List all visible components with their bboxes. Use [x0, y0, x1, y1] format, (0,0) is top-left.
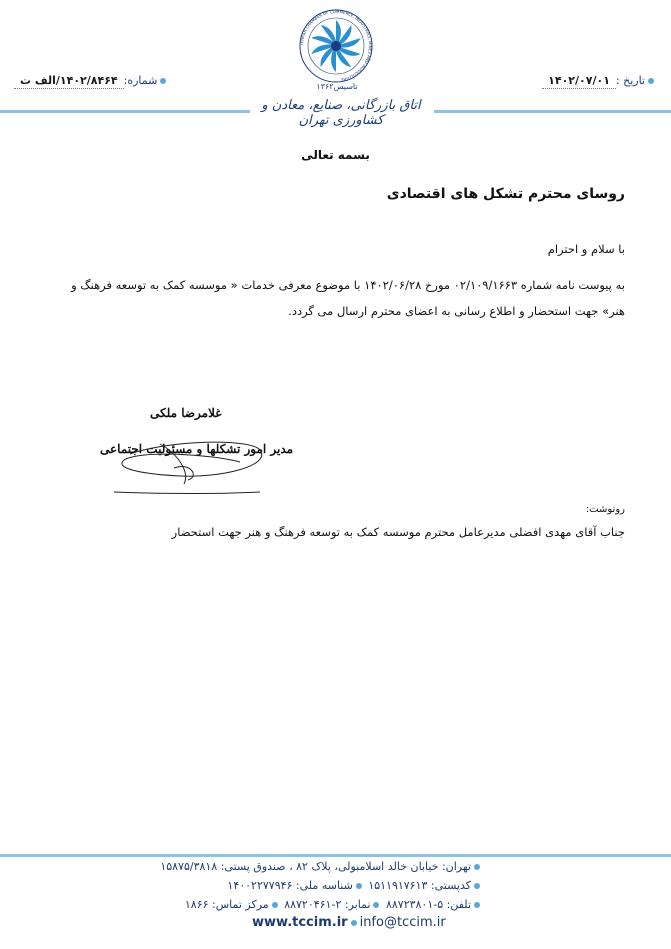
bullet-icon	[474, 883, 480, 889]
invocation: بسمه تعالی	[301, 148, 370, 162]
footer-divider	[0, 854, 671, 857]
copies-label: رونوشت:	[585, 504, 625, 515]
number-field	[14, 74, 169, 89]
header-divider-right	[434, 110, 671, 113]
body-line-2: هنر» جهت استحضار و اطلاع رسانی به اعضای محترم ارسال می گردد.	[288, 304, 625, 318]
bullet-icon	[351, 920, 357, 926]
established-year: تاسیس۱۳۶۲	[316, 82, 358, 91]
logo-ring-text: TEHRAN CHAMBER OF COMMERCE, INDUSTRIES, MINES AND AGRICULTURE	[298, 8, 374, 83]
footer-contact-line	[185, 898, 483, 911]
bullet-icon	[474, 864, 480, 870]
footer-phone: تلفن: ۵-۸۸۷۲۳۸۰۱	[385, 898, 471, 911]
bullet-icon	[474, 902, 480, 908]
recipient: روسای محترم تشکل های اقتصادی	[386, 186, 625, 202]
bullet-icon	[373, 902, 379, 908]
body-line-1: به پیوست نامه شماره ۰۲/۱۰۹/۱۶۶۳ مورخ ۱۴۰۲/۰۶/۲۸ با موضوع معرفی خدمات « موسسه کمک به توسعه فرهنگ و	[71, 278, 625, 292]
footer-web-line	[252, 915, 446, 930]
handwritten-signature	[100, 432, 280, 498]
date-label: تاریخ :	[615, 74, 645, 87]
header-divider-left	[0, 110, 250, 113]
footer-address-line	[160, 860, 483, 873]
footer-contact-center: مرکز تماس: ۱۸۶۶	[184, 898, 269, 911]
bullet-icon	[648, 78, 654, 84]
signer-name: غلامرضا ملکی	[150, 406, 222, 420]
number-label: شماره:	[123, 74, 158, 87]
footer-national-id: شناسه ملی: ۱۴۰۰۲۲۷۷۹۴۶	[227, 879, 353, 892]
footer-address: تهران: خیابان خالد اسلامبولی، پلاک ۸۲ ، صندوق پستی: ۱۵۸۷۵/۳۸۱۸	[160, 860, 471, 873]
number-value: ۱۴۰۲/۸۴۶۴/الف ت	[20, 74, 118, 87]
greeting: با سلام و احترام	[547, 242, 625, 256]
date-field	[542, 74, 657, 89]
footer-ids-line	[227, 879, 483, 892]
copies-line: جناب آقای مهدی افضلی مدیرعامل محترم موسسه کمک به توسعه فرهنگ و هنر جهت استحضار	[171, 525, 625, 539]
signer-title: مدیر امور تشکلها و مسئولیت اجتماعی	[100, 442, 294, 456]
footer-fax: نمابر: ۲-۸۸۷۲۰۴۶۱	[284, 898, 371, 911]
chamber-name: اتاق بازرگانی، صنایع، معادن و کشاورزی تهران	[261, 98, 421, 128]
bullet-icon	[356, 883, 362, 889]
email-link[interactable]: info@tccim.ir	[359, 915, 446, 930]
chamber-logo	[298, 8, 374, 84]
date-value: ۱۴۰۲/۰۷/۰۱	[548, 74, 610, 87]
footer-postal-code: کدپستی: ۱۵۱۱۹۱۷۶۱۳	[368, 879, 471, 892]
bullet-icon	[272, 902, 278, 908]
bullet-icon	[160, 78, 166, 84]
website-link[interactable]: www.tccim.ir	[252, 915, 348, 930]
